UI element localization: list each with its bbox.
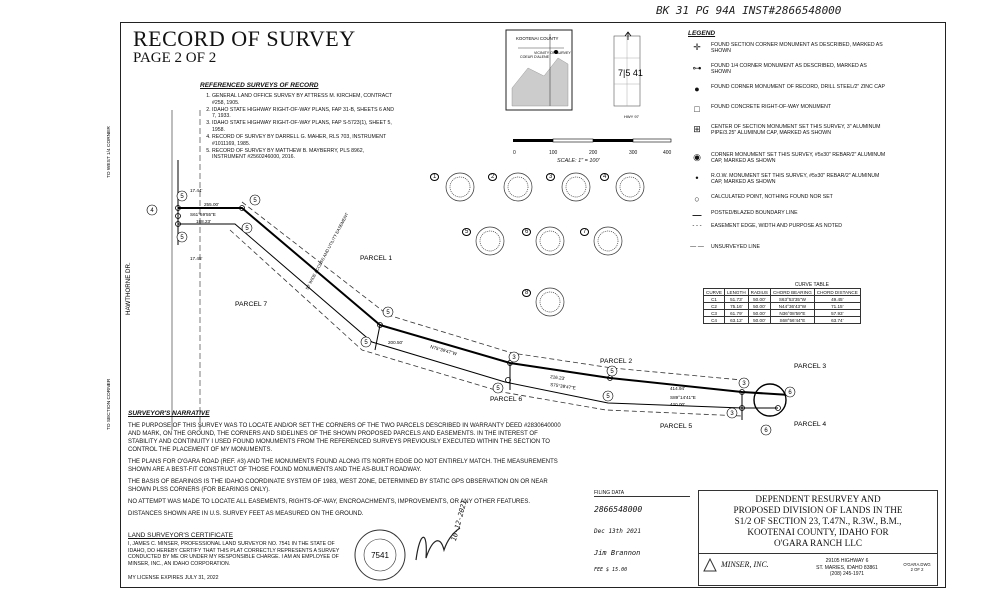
cul-de-sac [754, 384, 786, 416]
monument-details [430, 165, 670, 325]
page-subtitle: PAGE 2 OF 2 [133, 50, 217, 66]
parcel-label: PARCEL 1 [360, 255, 393, 262]
scale-tick: 100 [549, 150, 558, 156]
svg-text:3: 3 [512, 355, 516, 361]
center-section-icon: ⊞ [693, 124, 701, 134]
filing-fee: FEE $ 15.00 [594, 567, 628, 573]
certificate-heading: LAND SURVEYOR'S CERTIFICATE [128, 532, 233, 539]
quarter-corner-icon: ⊶ [692, 63, 702, 73]
curve-cell: 75.16' [725, 303, 749, 310]
company-name: MINSER, INC. [721, 560, 769, 569]
curve-header-cell: CURVE [704, 289, 725, 296]
parcel-label: PARCEL 7 [235, 301, 268, 308]
curve-table-title: CURVE TABLE [794, 282, 829, 288]
narrative-heading: SURVEYOR'S NARRATIVE [128, 410, 210, 417]
vicinity-road: HWY 97 [624, 114, 639, 119]
vicinity-place: COEUR D'ALENE [520, 55, 550, 59]
legend-item: ⊶ FOUND 1/4 CORNER MONUMENT AS DESCRIBED, MARKED AS SHOWN [688, 63, 886, 76]
svg-text:5: 5 [386, 310, 390, 316]
curve-cell: S68°56'44"E [771, 317, 815, 324]
filing-heading: FILING DATA [594, 490, 690, 497]
legend-item: • R.O.W. MONUMENT SET THIS SURVEY, #5x30" REBAR/2" ALUMINUM CAP, MARKED AS SHOWN [688, 173, 886, 186]
reference-item: 3. IDAHO STATE HIGHWAY RIGHT-OF-WAY PLANS, FAP S-5723(1), SHEET 5, 1958. [212, 120, 395, 133]
company-address: 29105 HIGHWAY 6 [825, 558, 869, 564]
calculated-point-icon: ○ [694, 194, 700, 204]
curve-header-cell: CHORD BEARING [771, 289, 815, 296]
reference-item: 5. RECORD OF SURVEY BY MATTHEW B. MAYBERRY, PLS 8962, INSTRUMENT #2560246000, 2016. [212, 148, 395, 161]
dimension-label: S89°14'41"E [670, 395, 696, 400]
svg-text:5: 5 [245, 226, 249, 232]
cap-icons [430, 165, 670, 325]
company-city: ST. MARIES, IDAHO 83861 [816, 564, 878, 571]
svg-text:5: 5 [253, 198, 257, 204]
certificate-text: I, JAMES C. MINSER, PROFESSIONAL LAND SURVEYOR NO. 7541 IN THE STATE OF IDAHO, DO HEREBY CERTIFY THAT THIS PLAT CORRECTLY REPRESENTS A SURVEY CONDUCTED BY ME OR UNDER MY RESPONSIBLE CHARGE. I AM AN EMPLOYEE OF MINSER, INC., AN IDAHO CORPORATION. [128, 541, 340, 567]
scale-tick: 200 [589, 150, 598, 156]
curve-header-cell: CHORD DISTANCE [814, 289, 860, 296]
legend-item: ◉ CORNER MONUMENT SET THIS SURVEY, #5x30" REBAR/2" ALUMINUM CAP, MARKED AS SHOWN [688, 152, 886, 165]
detail-callout: 3 [546, 165, 555, 183]
curve-cell: 49.45' [814, 296, 860, 303]
svg-text:5: 5 [496, 386, 500, 392]
parcel-label: PARCEL 2 [600, 358, 633, 365]
curve-header-cell: RADIUS [748, 289, 770, 296]
easement-line-icon: - - - [692, 223, 702, 229]
corner-label-top: TO WEST 1/4 CORNER [107, 126, 112, 178]
narrative-paragraph: THE PURPOSE OF THIS SURVEY WAS TO LOCATE AND/OR SET THE CORNERS OF THE TWO PARCELS DESCRIBED IN WARRANTY DEED #2830640000 AND MARK, ON THE GROUND, THE CORNERS AND SIDELINES OF THE SHOWN PROPOSED PARCELS AND EASEMENTS. IN THE INTEREST OF STABILITY AND CONTINUITY I USED FOUND MONUMENTS FROM THE REFERENCED SURVEYS PREVIOUSLY EXECUTED WITHIN THE SECTION TO CONTROL THE PLACEMENT OF MY MONUMENTS. [128, 423, 561, 453]
curve-cell: 61.79' [725, 310, 749, 317]
road-label: HAWTHORNE DR. [125, 262, 132, 315]
svg-text:6: 6 [788, 390, 792, 396]
narrative-paragraph: DISTANCES SHOWN ARE IN U.S. SURVEY FEET AS MEASURED ON THE GROUND. [128, 511, 364, 517]
dimension-label: 17.45' [190, 256, 203, 261]
dimension-label: 17.44' [190, 188, 203, 193]
detail-callout: 7 [580, 220, 589, 238]
svg-text:5: 5 [610, 369, 614, 375]
unsurveyed-line-icon: — — [690, 244, 704, 250]
row-set-icon: • [695, 173, 699, 183]
narrative-paragraph: THE PLANS FOR O'GARA ROAD (REF. #3) AND THE MONUMENTS FOUND ALONG ITS NORTH EDGE DO NOT ENTIRELY MATCH. THE MEASUREMENTS SHOWN ARE A BEST-FIT CONSTRUCT OF THOSE FOUND MONUMENTS AND THE AS-BUILT ROADWAY. [128, 459, 558, 473]
concrete-monument-icon: □ [694, 104, 700, 114]
curve-cell: C1 [704, 296, 725, 303]
license-expiration: MY LICENSE EXPIRES JULY 31, 2022 [128, 575, 219, 582]
scale-label: SCALE: 1" = 100' [557, 158, 600, 164]
curve-cell: S63°53'35"W [771, 296, 815, 303]
parcel-label: PARCEL 5 [660, 423, 693, 430]
legend-item: ● FOUND CORNER MONUMENT OF RECORD, DRILL STEEL/2" ZINC CAP [688, 84, 886, 94]
dimension-label: 200.50' [388, 340, 403, 345]
dimension-label: S61°59'55"E [190, 212, 216, 217]
reference-item: 2. IDAHO STATE HIGHWAY RIGHT-OF-WAY PLANS, FAP 31-B, SHEETS 6 AND 7, 1933. [212, 107, 395, 120]
legend-item: — POSTED/BLAZED BOUNDARY LINE [688, 210, 886, 220]
surveyor-certificate [128, 532, 348, 582]
dimension-label: 188.23' [196, 219, 211, 224]
boundary-line-icon: — [692, 210, 702, 220]
filing-recorder: Jim Brannon [594, 549, 641, 557]
vicinity-label: VICINITY OF SURVEY [534, 51, 571, 55]
detail-callout: 4 [600, 165, 609, 183]
company-phone: (208) 245-1971 [829, 571, 865, 577]
svg-text:5: 5 [364, 340, 368, 346]
corner-label-bottom: TO SECTION CORNER [107, 378, 112, 430]
record-monument-icon: ● [694, 84, 700, 94]
section-number: 7|5 41 [618, 68, 643, 78]
job-file: O'GARA.DWG [903, 562, 931, 567]
parcel-label: PARCEL 4 [794, 421, 827, 428]
svg-text:5: 5 [606, 394, 610, 400]
svg-text:5: 5 [180, 194, 184, 200]
seal-number: 7541 [371, 551, 389, 560]
legend-item: ⊞ CENTER OF SECTION MONUMENT SET THIS SURVEY, 3" ALUMINUM PIPE/3.25" ALUMINUM CAP, MARKED AS SHOWN [688, 124, 886, 137]
curve-cell: 51.73' [725, 296, 749, 303]
corner-set-icon: ◉ [693, 152, 701, 162]
parcel-label: PARCEL 6 [490, 396, 523, 403]
detail-callout: 8 [522, 281, 531, 299]
legend-item: - - - EASEMENT EDGE, WIDTH AND PURPOSE AS NOTED [688, 223, 886, 229]
curve-cell: 50.00' [748, 310, 770, 317]
sheet-number: 2 OF 2 [910, 567, 924, 572]
detail-callout: 1 [430, 165, 439, 183]
legend-item: ✛ FOUND SECTION CORNER MONUMENT AS DESCRIBED, MARKED AS SHOWN [688, 42, 886, 55]
title-block-line: KOOTENAI COUNTY, IDAHO FOR [747, 527, 889, 537]
easement-label: 50' WIDE ACCESS AND UTILITY EASEMENT [304, 211, 350, 291]
dimension-label: 255.00' [204, 202, 219, 207]
detail-callout: 2 [488, 165, 497, 183]
curve-cell: C3 [704, 310, 725, 317]
record-stamp: BK 31 PG 94A INST#2866548000 [656, 4, 842, 17]
scale-tick: 400 [663, 150, 672, 156]
curve-cell: C4 [704, 317, 725, 324]
legend-heading: LEGEND [688, 30, 716, 37]
title-block-line: DEPENDENT RESURVEY AND [755, 494, 881, 504]
title-block [698, 490, 938, 554]
dimension-label: 216.23' [549, 374, 566, 382]
svg-text:6: 6 [764, 428, 768, 434]
svg-text:3: 3 [730, 411, 734, 417]
title-block-line: PROPOSED DIVISION OF LANDS IN THE [733, 505, 903, 515]
detail-callout: 5 [462, 220, 471, 238]
scale-tick: 0 [513, 150, 516, 156]
curve-cell: 50.00' [748, 317, 770, 324]
title-block-line: O'GARA RANCH LLC [774, 538, 862, 548]
parcel-line [375, 325, 380, 350]
references-heading: REFERENCED SURVEYS OF RECORD [200, 82, 319, 89]
curve-cell: 50.00' [748, 296, 770, 303]
legend-item: □ FOUND CONCRETE RIGHT-OF-WAY MONUMENT [688, 104, 886, 114]
surveyor-seal [353, 528, 407, 582]
filing-instrument: 2866548000 [594, 505, 643, 514]
dimension-label: N75°39'47"W [429, 344, 458, 357]
narrative-paragraph: NO ATTEMPT WAS MADE TO LOCATE ALL EASEMENTS, RIGHTS-OF-WAY, ENCROACHMENTS, IMPROVEMENTS, OR ANY OTHER FEATURES. [128, 499, 531, 505]
curve-header-cell: LENGTH [725, 289, 749, 296]
dimension-label: S75°39'47"E [549, 382, 577, 391]
parcel-label: PARCEL 3 [794, 363, 827, 370]
narrative [128, 410, 566, 522]
section-corner-icon: ✛ [693, 42, 701, 52]
svg-text:4: 4 [150, 208, 154, 214]
minser-logo-icon [703, 558, 717, 572]
curve-cell: 50.00' [748, 303, 770, 310]
filing-date: Dec 13th 2021 [594, 528, 641, 535]
reference-item: 4. RECORD OF SURVEY BY DARRELL G. MAHER, RLS 703, INSTRUMENT #1011169, 1985. [212, 134, 395, 147]
curve-cell: 57.93' [814, 310, 860, 317]
dimension-label: 414.94' [670, 386, 685, 391]
curve-cell: C2 [704, 303, 725, 310]
company-block [698, 554, 938, 586]
dimension-label: 420.00' [670, 402, 685, 407]
title-block-line: S1/2 OF SECTION 23, T.47N., R.3W., B.M., [734, 516, 902, 526]
reference-item: 1. GENERAL LAND OFFICE SURVEY BY ATTRESS M. KIRCHEM, CONTRACT #258, 1905. [212, 93, 395, 106]
curve-cell: N44°36'43"W [771, 303, 815, 310]
detail-callout: 6 [522, 220, 531, 238]
svg-text:5: 5 [180, 235, 184, 241]
filing-data [594, 490, 690, 586]
scale-tick: 300 [629, 150, 638, 156]
county-shade [512, 58, 568, 106]
curve-cell: N36°08'59"E [771, 310, 815, 317]
narrative-paragraph: THE BASIS OF BEARINGS IS THE IDAHO COORDINATE SYSTEM OF 1983, WEST ZONE, DETERMINED BY STATIC GPS OBSERVATION ON OR NEAR SHOWN PLSS CORNERS (FOR BEARINGS ONLY). [128, 479, 548, 493]
curve-cell: 63.74' [814, 317, 860, 324]
svg-text:3: 3 [742, 381, 746, 387]
vicinity-county: KOOTENAI COUNTY [516, 36, 559, 41]
curve-cell: 63.12' [725, 317, 749, 324]
page-title: RECORD OF SURVEY [133, 26, 356, 51]
signature-date: 10-12-2021 [450, 499, 469, 543]
curve-cell: 71.15' [814, 303, 860, 310]
legend-item: — — UNSURVEYED LINE [688, 244, 886, 250]
legend-item: ○ CALCULATED POINT, NOTHING FOUND NOR SET [688, 194, 886, 204]
